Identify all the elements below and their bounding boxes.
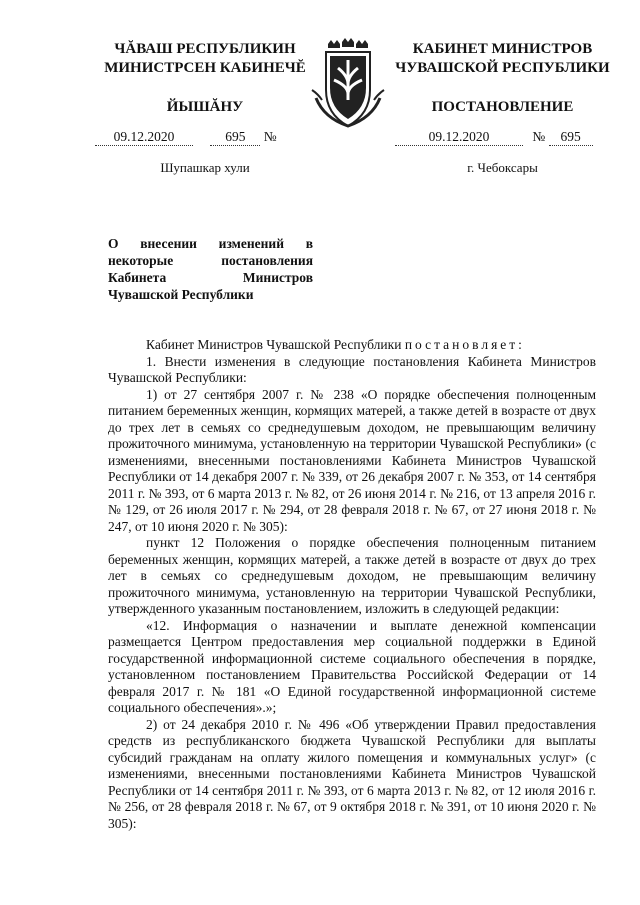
intro-prefix: Кабинет Министров Чувашской Республики — [146, 337, 402, 352]
header-left-line2: МИНИСТРСЕН КАБИНЕЧĔ — [104, 60, 306, 76]
paragraph-3: пункт 12 Положения о порядке обеспечения полноценным питанием беременных женщин, кормящих матерей, а также детей в возрасте от двух до трех лет в семьях со среднедушевым доходом, не превышающим величину прожиточного минимума, установленную на территории Чувашской Республики, утвержденного указанным постановлением, изложить в следующей редакции: — [108, 535, 596, 616]
header-right-russian — [395, 40, 610, 117]
right-date: 09.12.2020 — [395, 129, 523, 146]
header-right-line1: КАБИНЕТ МИНИСТРОВ — [412, 41, 593, 57]
intro-spaced: постановляет: — [404, 337, 525, 352]
right-number-sign: № — [532, 129, 546, 144]
left-number-sign: № — [263, 129, 277, 144]
header-right-line2: ЧУВАШСКОЙ РЕСПУБЛИКИ — [395, 60, 610, 76]
header-left-line1: ЧĂВАШ РЕСПУБЛИКИН — [114, 41, 296, 57]
paragraph-1: 1. Внести изменения в следующие постановления Кабинета Министров Чувашской Республики: — [108, 353, 596, 385]
header-right-doc-type: ПОСТАНОВЛЕНИЕ — [431, 99, 574, 115]
header-left-chuvash — [95, 40, 315, 117]
left-date-number-line — [95, 129, 315, 147]
document-title: О внесении изменений в некоторые постановления Кабинета Министров Чувашской Республики — [108, 236, 313, 302]
right-date-number-line — [395, 129, 610, 147]
right-number: 695 — [549, 129, 593, 146]
paragraph-2: 1) от 27 сентября 2007 г. № 238 «О порядке обеспечения полноценным питанием беременных женщин, кормящих матерей, а также детей в возрасте от двух до трех лет в семьях со среднедушевым доходом, не превышающим величину прожиточного минимума, установленную на территории Чувашской Республики» (с изменениями, внесенными постановлениями Кабинета Министров Чувашской Республики от 14 декабря 2007 г. № 339, от 26 декабря 2007 г. № 353, от 14 сентября 2011 г. № 393, от 6 марта 2013 г. № 82, от 26 июня 2014 г. № 216, от 13 апреля 2016 г. № 129, от 26 июля 2017 г. № 294, от 28 февраля 2018 г. № 67, от 27 июня 2018 г. № 247, от 10 июня 2020 г. № 305): — [108, 386, 596, 534]
header-left-doc-type: ЙЫШĂНУ — [166, 99, 244, 115]
paragraph-4: «12. Информация о назначении и выплате денежной компенсации размещается Центром предоставления мер социальной поддержки в Единой государственной информационной системе социального обеспечения в порядке, установленном постановлением Правительства Российской Федерации от 14 февраля 2017 г. № 181 «О Единой государственной информационной системе социального обеспечения».»; — [108, 617, 596, 715]
city-left: Шупашкар хули — [160, 160, 250, 175]
document-body — [108, 337, 596, 832]
city-right: г. Чебоксары — [467, 160, 538, 175]
left-date: 09.12.2020 — [95, 129, 193, 146]
chuvash-emblem-icon — [308, 38, 388, 130]
intro-paragraph — [108, 337, 596, 354]
paragraph-5: 2) от 24 декабря 2010 г. № 496 «Об утверждении Правил предоставления средств из республиканского бюджета Чувашской Республики для выплаты субсидий гражданам на оплату жилого помещения и коммунальных услуг» (с изменениями, внесенными постановлениями Кабинета Министров Чувашской Республики от 14 сентября 2011 г. № 393, от 6 марта 2013 г. № 82, от 12 июля 2016 г. № 256, от 28 февраля 2018 г. № 67, от 9 октября 2018 г. № 391, от 10 июня 2020 г. № 305): — [108, 716, 596, 831]
left-number: 695 — [210, 129, 260, 146]
